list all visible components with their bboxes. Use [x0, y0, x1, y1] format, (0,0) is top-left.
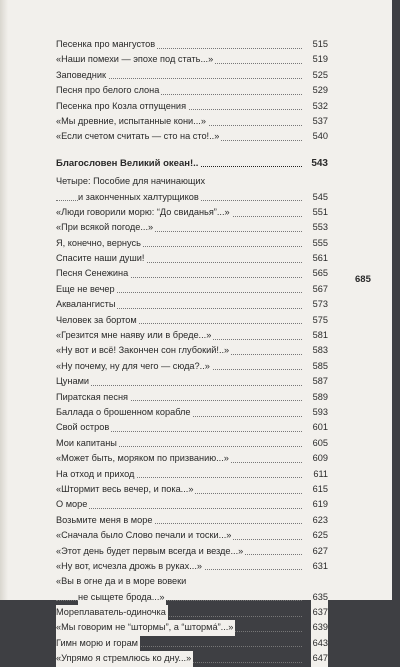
entry-title: «Упрямо я стремлюсь ко дну...» — [56, 651, 193, 666]
entry-page-number: 575 — [311, 313, 328, 328]
entry-page-number: 581 — [311, 328, 328, 343]
entry-title: «Ну вот, исчезла дрожь в руках...» — [56, 559, 204, 574]
entry-title: «Вы в огне да и в море вовеки — [56, 574, 188, 589]
toc-entry — [56, 559, 328, 574]
toc-entry — [56, 174, 328, 189]
toc-entry — [56, 359, 328, 374]
entry-page-number: 639 — [311, 620, 328, 635]
entry-title: Четыре: Пособие для начинающих — [56, 174, 207, 189]
entry-page-number: 623 — [311, 513, 328, 528]
toc-entry — [56, 497, 328, 512]
toc-entry — [56, 328, 328, 343]
toc-entry — [56, 220, 328, 235]
toc-entry — [56, 205, 328, 220]
entry-title: «При всякой погоде...» — [56, 220, 155, 235]
entry-title: «Мы говорим не “штормы”, а “штормá”...» — [56, 620, 235, 635]
entry-page-number: 635 — [311, 590, 328, 605]
entry-title: «Грезится мне наяву или в бреде...» — [56, 328, 213, 343]
entry-page-number: 587 — [311, 374, 328, 389]
entry-title: Пиратская песня — [56, 390, 130, 405]
entry-title: Песня Сенежина — [56, 266, 130, 281]
toc-entry — [56, 590, 328, 605]
entry-title: Песня про белого слона — [56, 83, 161, 98]
toc-entry — [56, 343, 328, 358]
toc-entry — [56, 374, 328, 389]
toc-entry — [56, 467, 328, 482]
entry-page-number: 611 — [311, 467, 328, 482]
entry-page-number: 532 — [311, 99, 328, 114]
toc-entry — [56, 266, 328, 281]
entry-page-number: 555 — [311, 236, 328, 251]
entry-page-number: 540 — [311, 129, 328, 144]
entry-title: «Мы древние, испытанные кони...» — [56, 114, 208, 129]
entry-title: «Если счетом считать — сто на сто!..» — [56, 129, 221, 144]
toc-entry — [56, 605, 328, 620]
toc-entry — [56, 297, 328, 312]
toc-entry — [56, 313, 328, 328]
entry-page-number: 565 — [311, 266, 328, 281]
toc-entry — [56, 68, 328, 83]
entry-page-number: 567 — [311, 282, 328, 297]
entry-page-number: 637 — [311, 605, 328, 620]
toc-entry — [56, 390, 328, 405]
entry-title: Гимн морю и горам — [56, 636, 140, 651]
entry-page-number: 643 — [311, 636, 328, 651]
entry-title: Баллада о брошенном корабле — [56, 405, 193, 420]
toc-entry — [56, 436, 328, 451]
section-heading-entry — [56, 156, 328, 171]
toc-entry — [56, 636, 328, 651]
toc-entry — [56, 482, 328, 497]
toc-entry — [56, 651, 328, 666]
entry-page-number: 631 — [311, 559, 328, 574]
entry-page-number: 551 — [311, 205, 328, 220]
entry-title: «Люди говорили морю: “До свиданья”...» — [56, 205, 232, 220]
toc-entry — [56, 114, 328, 129]
entry-page-number: 583 — [311, 343, 328, 358]
entry-title: Мореплаватель-одиночка — [56, 605, 168, 620]
entry-page-number: 519 — [311, 52, 328, 67]
entry-title: «Штормит весь вечер, и пока...» — [56, 482, 195, 497]
entry-page-number: 545 — [311, 190, 328, 205]
toc-entry — [56, 190, 328, 205]
entry-page-number: 647 — [311, 651, 328, 666]
toc-entry — [56, 251, 328, 266]
toc-entry — [56, 544, 328, 559]
entry-title: Песенка про мангустов — [56, 37, 157, 52]
page-number: 685 — [355, 274, 371, 285]
entry-title: и законченных халтурщиков — [78, 190, 201, 205]
toc-entry — [56, 282, 328, 297]
entry-title: «Наши помехи — эпохе под стать...» — [56, 52, 215, 67]
entry-page-number: 543 — [309, 156, 328, 171]
toc-entry — [56, 451, 328, 466]
entry-title: Свой остров — [56, 420, 111, 435]
entry-page-number: 561 — [311, 251, 328, 266]
entry-title: Мои капитаны — [56, 436, 119, 451]
entry-page-number: 601 — [311, 420, 328, 435]
entry-page-number: 515 — [311, 37, 328, 52]
entry-page-number: 609 — [311, 451, 328, 466]
toc-entry — [56, 37, 328, 52]
entry-page-number: 619 — [311, 497, 328, 512]
toc-entry — [56, 405, 328, 420]
entry-title: Песенка про Козла отпущения — [56, 99, 188, 114]
entry-title: «Ну вот и всё! Закончен сон глубокий!..» — [56, 343, 231, 358]
entry-page-number: 625 — [311, 528, 328, 543]
entry-title: Человек за бортом — [56, 313, 139, 328]
entry-page-number: 529 — [311, 83, 328, 98]
entry-title: Цунами — [56, 374, 91, 389]
entry-page-number: 627 — [311, 544, 328, 559]
entry-page-number: 615 — [311, 482, 328, 497]
toc-entry — [56, 236, 328, 251]
entry-title: О море — [56, 497, 89, 512]
entry-title: «Может быть, моряком по призванию...» — [56, 451, 231, 466]
toc-entry — [56, 528, 328, 543]
entry-page-number: 537 — [311, 114, 328, 129]
dot-leader — [56, 385, 302, 386]
entry-page-number: 589 — [311, 390, 328, 405]
entry-title: Еще не вечер — [56, 282, 117, 297]
entry-title: не сыщете брода...» — [78, 590, 166, 605]
entry-title: «Сначала было Слово печали и тоски...» — [56, 528, 233, 543]
entry-page-number: 553 — [311, 220, 328, 235]
toc-entry — [56, 420, 328, 435]
entry-page-number: 573 — [311, 297, 328, 312]
entry-page-number: 585 — [311, 359, 328, 374]
toc-entry — [56, 513, 328, 528]
toc-entry — [56, 52, 328, 67]
toc-entry — [56, 83, 328, 98]
entry-title: «Этот день будет первым всегда и везде...» — [56, 544, 245, 559]
entry-title: На отход и приход — [56, 467, 136, 482]
toc-entry — [56, 574, 328, 589]
entry-page-number: 593 — [311, 405, 328, 420]
entry-title: Аквалангисты — [56, 297, 117, 312]
entry-title: Возьмите меня в море — [56, 513, 154, 528]
toc-entry — [56, 129, 328, 144]
entry-page-number: 605 — [311, 436, 328, 451]
toc-entry — [56, 99, 328, 114]
dot-leader — [56, 508, 302, 509]
table-of-contents — [56, 37, 328, 667]
entry-page-number: 525 — [311, 68, 328, 83]
entry-title: Я, конечно, вернусь — [56, 236, 143, 251]
entry-title: Благословен Великий океан!.. — [56, 156, 200, 171]
entry-title: Заповедник — [56, 68, 108, 83]
entry-title: «Ну почему, ну для чего — сюда?..» — [56, 359, 212, 374]
entry-title: Спасите наши души! — [56, 251, 146, 266]
toc-entry — [56, 620, 328, 635]
